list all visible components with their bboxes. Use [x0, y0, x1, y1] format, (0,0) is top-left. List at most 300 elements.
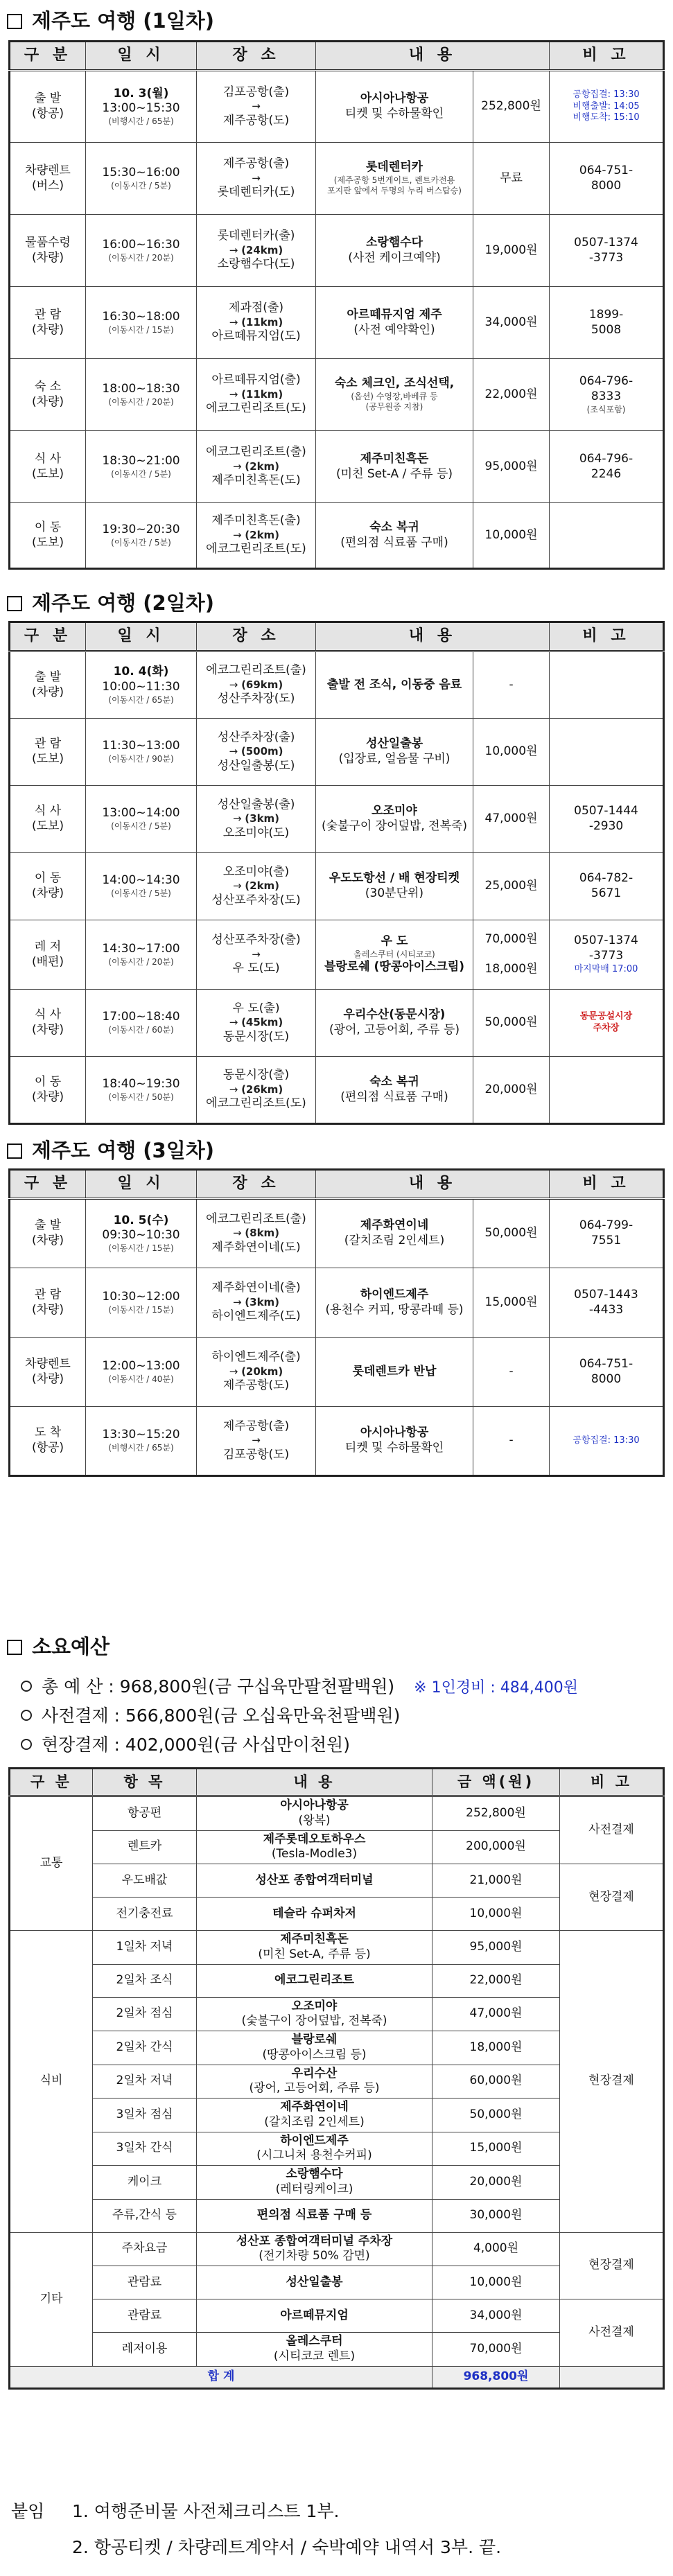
row-distance: (20km) [241, 1365, 283, 1378]
table-row [10, 920, 664, 990]
row-note: 공항집결: 13:30 [573, 1435, 640, 1446]
type-cell [10, 143, 86, 215]
row-content: 숙소 복귀 [369, 520, 419, 534]
budget-detail: 소랑햄수다 [286, 2167, 343, 2181]
budget-amount: 95,000원 [469, 1939, 523, 1954]
row-from: 아르떼뮤지엄(출) [211, 373, 301, 387]
time-cell [86, 71, 197, 143]
row-from: 우 도(출) [232, 1001, 280, 1015]
type-cell [10, 287, 86, 359]
arrow-right-icon: → (11km) [229, 315, 283, 328]
amount-cell [432, 1864, 560, 1898]
time-cell [86, 651, 197, 719]
row-from: 제주공항(출) [222, 157, 290, 171]
row-type: 식 사 [34, 804, 62, 818]
group-cell [10, 1796, 93, 1931]
budget-amount: 50,000원 [469, 2107, 523, 2121]
row-mode: (버스) [31, 178, 64, 193]
row-type: 레 저 [34, 939, 62, 954]
budget-amount: 15,000원 [469, 2141, 523, 2155]
row-duration: (이동시간 / 65분) [108, 694, 174, 705]
note-cell [550, 287, 664, 359]
cost-cell [473, 143, 550, 215]
budget-detail: 블랑로쉐 [291, 2033, 338, 2047]
row-note: 064-751- [579, 1356, 633, 1371]
place-cell [197, 1268, 316, 1338]
time-cell [86, 853, 197, 920]
row-from: 성산포주차장(출) [211, 933, 301, 947]
detail-cell [197, 2132, 432, 2166]
note-cell [550, 359, 664, 431]
place-cell [197, 1407, 316, 1476]
amount-cell [432, 1830, 560, 1864]
row-distance: (26km) [241, 1083, 283, 1096]
row-time: 19:30~20:30 [102, 522, 180, 536]
time-cell [86, 287, 197, 359]
content-cell [316, 431, 473, 503]
row-from: 제주미친흑돈(출) [211, 514, 301, 528]
cost-cell [473, 786, 550, 853]
row-content: 제주미친흑돈 [360, 451, 429, 466]
payment-type: 현장결제 [588, 2258, 634, 2272]
row-mode: (도보) [31, 752, 64, 766]
row-cost: 34,000원 [484, 315, 538, 329]
row-note: 0507-1374 [574, 235, 638, 249]
row-to: 에코그린리조트(도) [206, 1096, 306, 1111]
budget-prepaid-line: 사전결제 : 566,800원(금 오십육만육천팔백원) [21, 1702, 400, 1727]
arrow-right-icon: → (2km) [232, 528, 280, 541]
row-time: 17:00~18:40 [102, 1010, 180, 1024]
day2-title: 제주도 여행 (2일차) [7, 588, 214, 616]
amount-cell [432, 1964, 560, 1997]
cost-cell [473, 359, 550, 431]
table-row [10, 215, 664, 287]
note-cell [550, 71, 664, 143]
arrow-right-icon: → [252, 100, 261, 113]
row-note: -3773 [588, 949, 624, 963]
content-cell [316, 143, 473, 215]
detail-cell [197, 2166, 432, 2200]
time-cell [86, 143, 197, 215]
budget-detail: 제주롯데오토하우스 [263, 1832, 366, 1846]
type-cell [10, 651, 86, 719]
row-time: 15:30~16:00 [102, 165, 180, 179]
row-from: 김포공항(출) [222, 85, 290, 99]
cost-cell [473, 1057, 550, 1124]
place-cell [197, 1057, 316, 1124]
group-name: 기타 [40, 2291, 63, 2306]
cost-cell [473, 1199, 550, 1268]
detail-cell [197, 2199, 432, 2232]
row-from: 오조미야(출) [222, 864, 290, 879]
row-mode: (차량) [31, 394, 64, 409]
row-duration: (이동시간 / 15분) [108, 1243, 174, 1254]
table-row [10, 503, 664, 569]
row-note: 1899- [588, 307, 624, 322]
arrow-right-icon: → (26km) [229, 1083, 283, 1096]
note-cell [550, 143, 664, 215]
row-content-detail: (옵션) 수영장,바베큐 등 [351, 392, 438, 402]
row-content: 우도도항선 / 배 현장티켓 [329, 871, 460, 886]
budget-item: 주차요금 [121, 2241, 168, 2256]
budget-amount: 34,000원 [469, 2308, 523, 2322]
row-cost: - [509, 1364, 514, 1378]
table-row [10, 431, 664, 503]
checkbox-icon [7, 596, 22, 611]
row-note: 0507-1444 [574, 804, 638, 818]
budget-amount: 70,000원 [469, 2341, 523, 2356]
place-cell [197, 786, 316, 853]
row-note: -2930 [588, 819, 624, 833]
row-time: 18:30~21:00 [102, 453, 180, 468]
table-row [10, 2299, 664, 2333]
row-content: 아르떼뮤지엄 제주 [347, 307, 442, 322]
budget-amount: 47,000원 [469, 2006, 523, 2021]
row-from: 에코그린리조트(출) [206, 1211, 306, 1226]
time-cell [86, 1338, 197, 1407]
item-cell [93, 1830, 197, 1864]
row-time: 12:00~13:00 [102, 1358, 180, 1373]
row-note: 8000 [591, 1372, 622, 1386]
row-to: 오조미야(도) [222, 825, 290, 840]
detail-cell [197, 1931, 432, 1965]
row-note: 0507-1374 [574, 934, 638, 948]
table-row [10, 1199, 664, 1268]
place-cell [197, 143, 316, 215]
item-cell [93, 2132, 197, 2166]
row-type: 출 발 [34, 1218, 62, 1233]
group-name: 식비 [40, 2074, 63, 2088]
row-content: 숙소 복귀 [369, 1074, 419, 1089]
amount-cell [432, 2199, 560, 2232]
amount-cell [432, 1796, 560, 1831]
row-cost: 22,000원 [484, 387, 538, 401]
budget-item: 2일차 저녁 [116, 2074, 173, 2088]
row-from: 하이엔드제주(출) [211, 1350, 301, 1365]
row-note: 5671 [591, 886, 622, 900]
budget-item: 2일차 간식 [116, 2040, 173, 2054]
row-content-detail: (사전 예약확인) [353, 322, 435, 337]
row-mode: (차량) [31, 322, 64, 337]
arrow-right-icon: → (3km) [232, 1295, 280, 1308]
type-cell [10, 1338, 86, 1407]
amount-cell [432, 2333, 560, 2367]
note-cell [550, 503, 664, 569]
row-cost: - [509, 1433, 514, 1448]
budget-title: 소요예산 [7, 1631, 110, 1660]
arrow-right-icon: → (2km) [232, 459, 280, 473]
budget-amount: 22,000원 [469, 1973, 523, 1988]
type-cell [10, 990, 86, 1057]
time-cell [86, 1407, 197, 1476]
content-cell [316, 1057, 473, 1124]
place-cell [197, 359, 316, 431]
row-mode: (차량) [31, 1089, 64, 1104]
row-from: 제주화연이네(출) [211, 1281, 301, 1295]
row-content: 롯데렌터카 [365, 160, 423, 175]
row-duration: (이동시간 / 90분) [108, 754, 174, 764]
row-distance: (8km) [245, 1227, 280, 1240]
note-cell [550, 786, 664, 853]
row-mode: (항공) [31, 107, 64, 121]
budget-detail-sub: (광어, 고등어회, 주류 등) [249, 2081, 380, 2096]
amount-cell [432, 2065, 560, 2099]
row-duration: (이동시간 / 5분) [111, 537, 171, 547]
row-type: 관 람 [34, 1287, 62, 1302]
row-duration: (이동시간 / 5분) [111, 468, 171, 479]
row-from: 제주공항(출) [222, 1419, 290, 1433]
type-cell [10, 215, 86, 287]
row-to: 제주공항(도) [222, 113, 290, 128]
place-cell [197, 287, 316, 359]
type-cell [10, 786, 86, 853]
place-cell [197, 1199, 316, 1268]
row-content: 우 도 [381, 934, 408, 949]
row-content: 롯데렌트카 반납 [352, 1364, 437, 1378]
row-mode: (도보) [31, 466, 64, 481]
budget-detail: 아시아나항공 [280, 1798, 349, 1812]
row-note: (조식포함) [586, 404, 626, 414]
row-content: 아시아나항공 [360, 91, 429, 106]
row-duration: (이동시간 / 60분) [108, 1025, 174, 1035]
budget-amount: 18,000원 [469, 2040, 523, 2054]
budget-detail: 하이엔드제주 [280, 2133, 349, 2148]
detail-cell [197, 2099, 432, 2132]
row-to: 제주화연이네(도) [211, 1240, 301, 1254]
budget-detail: 성산포 종합여객터미널 주차장 [236, 2234, 393, 2248]
row-cost: 20,000원 [484, 1082, 538, 1096]
budget-detail: 에코그린리조트 [274, 1973, 354, 1988]
type-cell [10, 359, 86, 431]
table-row [10, 1338, 664, 1407]
budget-detail: 우리수산 [291, 2066, 338, 2080]
budget-item: 2일차 점심 [116, 2006, 173, 2021]
day2-table [8, 621, 665, 1125]
row-cost: 18,000원 [484, 962, 538, 976]
row-note: 동문공설시장 [579, 1011, 633, 1022]
cost-cell [473, 431, 550, 503]
content-cell [316, 786, 473, 853]
row-from: 성산일출봉(출) [217, 797, 295, 812]
row-from: 에코그린리조트(출) [206, 445, 306, 459]
type-cell [10, 853, 86, 920]
row-to: 아르떼뮤지엄(도) [211, 329, 301, 344]
note-cell [550, 431, 664, 503]
row-time: 14:00~14:30 [102, 873, 180, 888]
bullet-circle-icon [21, 1681, 32, 1692]
payment-type: 현장결제 [588, 1889, 634, 1904]
budget-amount: 21,000원 [469, 1873, 523, 1887]
detail-cell [197, 2031, 432, 2065]
budget-detail-sub: (갈치조림 2인세트) [264, 2114, 365, 2129]
amount-cell [432, 1931, 560, 1965]
row-duration: (이동시간 / 50분) [108, 1092, 174, 1102]
row-note: -3773 [588, 250, 624, 265]
arrow-right-icon: → (8km) [232, 1227, 280, 1240]
row-note: 064-799- [579, 1218, 633, 1233]
row-note: 2246 [591, 466, 622, 481]
budget-detail: 성산포 종합여객터미널 [255, 1873, 374, 1887]
time-cell [86, 431, 197, 503]
table-row [10, 1268, 664, 1338]
place-cell [197, 71, 316, 143]
place-cell [197, 990, 316, 1057]
bullet-circle-icon [21, 1739, 32, 1750]
row-cost: 95,000원 [484, 459, 538, 473]
row-distance: (11km) [241, 387, 283, 401]
budget-item: 3일차 점심 [116, 2107, 173, 2121]
budget-detail-sub: (땅콩아이스크림 등) [262, 2047, 367, 2062]
item-cell [93, 2199, 197, 2232]
budget-detail: 제주미친흑돈 [280, 1932, 349, 1946]
total-amount: 968,800원 [463, 2369, 529, 2383]
row-content: 출발 전 조식, 이동중 음료 [326, 677, 462, 692]
type-cell [10, 431, 86, 503]
detail-cell [197, 2333, 432, 2367]
detail-cell [197, 1997, 432, 2031]
row-distance: (2km) [245, 528, 280, 541]
row-cost: 50,000원 [484, 1226, 538, 1241]
row-type: 출 발 [34, 669, 62, 684]
row-content-detail: (30분단위) [365, 886, 424, 900]
cost-cell [473, 215, 550, 287]
type-cell [10, 71, 86, 143]
content-cell [316, 651, 473, 719]
row-note: 7551 [591, 1234, 622, 1247]
row-content-detail: (사전 케이크예약) [348, 250, 441, 265]
type-cell [10, 1199, 86, 1268]
content-cell [316, 215, 473, 287]
row-note: 5008 [591, 322, 622, 337]
detail-cell [197, 2065, 432, 2099]
checkbox-icon [7, 1144, 22, 1159]
row-note: 064-751- [579, 163, 633, 177]
table-header-row: 구 분 일 시 장 소 내 용 비 고 [10, 622, 664, 651]
table-row [10, 1407, 664, 1476]
row-from: 동문시장(출) [222, 1068, 290, 1083]
budget-item: 관람료 [127, 2275, 162, 2289]
row-content-detail: 포지판 앞에서 두명의 누리 버스탑승) [327, 186, 462, 196]
detail-cell [197, 2232, 432, 2266]
row-content-detail: 블랑로쉐 (땅콩아이스크림) [324, 960, 465, 974]
budget-total-line: 총 예 산 : 968,800원(금 구십육만팔천팔백원) ※ 1인경비 : 484,400원 [21, 1673, 578, 1698]
item-cell [93, 2031, 197, 2065]
table-header-row: 구 분 항 목 내 용 금 액(원) 비 고 [10, 1769, 664, 1796]
row-time: 16:00~16:30 [102, 237, 180, 252]
note-cell [550, 1268, 664, 1338]
total-row [10, 2366, 664, 2388]
item-cell [93, 2333, 197, 2367]
table-header-row: 구 분 일 시 장 소 내 용 비 고 [10, 42, 664, 71]
row-content-detail: (광어, 고등어회, 주류 등) [329, 1023, 460, 1037]
attachment-label: 붙임 [11, 2501, 45, 2521]
row-to: 제주공항(도) [222, 1378, 290, 1393]
row-content: 숙소 체크인, 조식선택, [334, 376, 455, 391]
row-type: 숙 소 [34, 379, 62, 394]
row-from: 제과점(출) [229, 301, 283, 315]
item-cell [93, 2166, 197, 2200]
content-cell [316, 1199, 473, 1268]
type-cell [10, 920, 86, 990]
row-time: 13:30~15:20 [102, 1428, 180, 1442]
budget-amount: 4,000원 [473, 2241, 519, 2256]
budget-detail-sub: (레터링케이크) [275, 2182, 353, 2196]
table-header-row: 구 분 일 시 장 소 내 용 비 고 [10, 1170, 664, 1199]
content-cell [316, 503, 473, 569]
row-cost: 무료 [500, 170, 523, 185]
content-cell [316, 719, 473, 786]
time-cell [86, 1199, 197, 1268]
group-cell [10, 1931, 93, 2233]
arrow-right-icon: → [252, 1434, 261, 1447]
content-cell [316, 920, 473, 990]
note-cell [550, 1338, 664, 1407]
budget-detail: 아르떼뮤지엄 [280, 2308, 349, 2322]
table-row [10, 287, 664, 359]
budget-item: 관람료 [127, 2308, 162, 2322]
item-cell [93, 1864, 197, 1898]
row-to: 롯데렌터카(도) [217, 185, 295, 200]
row-to: 성산포주차장(도) [211, 893, 301, 907]
row-type: 이 동 [34, 520, 62, 534]
row-to: 하이엔드제주(도) [211, 1309, 301, 1324]
budget-detail-sub: (미친 Set-A, 주류 등) [258, 1947, 371, 1961]
row-type: 관 람 [34, 307, 62, 322]
budget-item: 렌트카 [127, 1839, 162, 1854]
row-note: 064-782- [579, 871, 633, 886]
row-distance: (500m) [241, 745, 283, 758]
payment-note-cell [560, 2299, 664, 2367]
arrow-right-icon: → (20km) [229, 1365, 283, 1378]
cost-cell [473, 1268, 550, 1338]
row-content: 하이엔드제주 [360, 1287, 429, 1302]
budget-amount: 200,000원 [466, 1839, 526, 1854]
arrow-right-icon: → (24km) [229, 243, 283, 256]
item-cell [93, 1898, 197, 1931]
row-time: 13:00~15:30 [102, 101, 180, 116]
time-cell [86, 1057, 197, 1124]
cost-cell [473, 719, 550, 786]
row-cost: 10,000원 [484, 527, 538, 542]
row-mode: (차량) [31, 1234, 64, 1247]
cost-cell [473, 920, 550, 990]
row-note: 8000 [591, 178, 622, 193]
type-cell [10, 1057, 86, 1124]
row-duration: (이동시간 / 5분) [111, 821, 171, 832]
table-row [10, 71, 664, 143]
row-content-detail: (제주공항 5번게이트, 렌트카전용 [333, 175, 455, 186]
row-cost: 50,000원 [484, 1015, 538, 1030]
item-cell [93, 2099, 197, 2132]
row-content-detail: (공무원증 지참) [365, 402, 423, 412]
total-label-cell [10, 2366, 432, 2388]
time-cell [86, 359, 197, 431]
row-mode: (차량) [31, 1302, 64, 1317]
table-row [10, 786, 664, 853]
row-content: 우리수산(동문시장) [343, 1008, 446, 1022]
budget-table [8, 1767, 665, 2390]
amount-cell [432, 2099, 560, 2132]
row-note: 마지막배 17:00 [574, 963, 638, 974]
row-duration: (이동시간 / 5분) [111, 888, 171, 899]
place-cell [197, 1338, 316, 1407]
budget-item: 케이크 [127, 2174, 162, 2189]
cost-cell [473, 853, 550, 920]
row-cost: 19,000원 [484, 243, 538, 257]
row-note: 064-796- [579, 374, 633, 389]
budget-detail: 오조미야 [291, 1999, 338, 2013]
arrow-right-icon: → [252, 947, 261, 961]
